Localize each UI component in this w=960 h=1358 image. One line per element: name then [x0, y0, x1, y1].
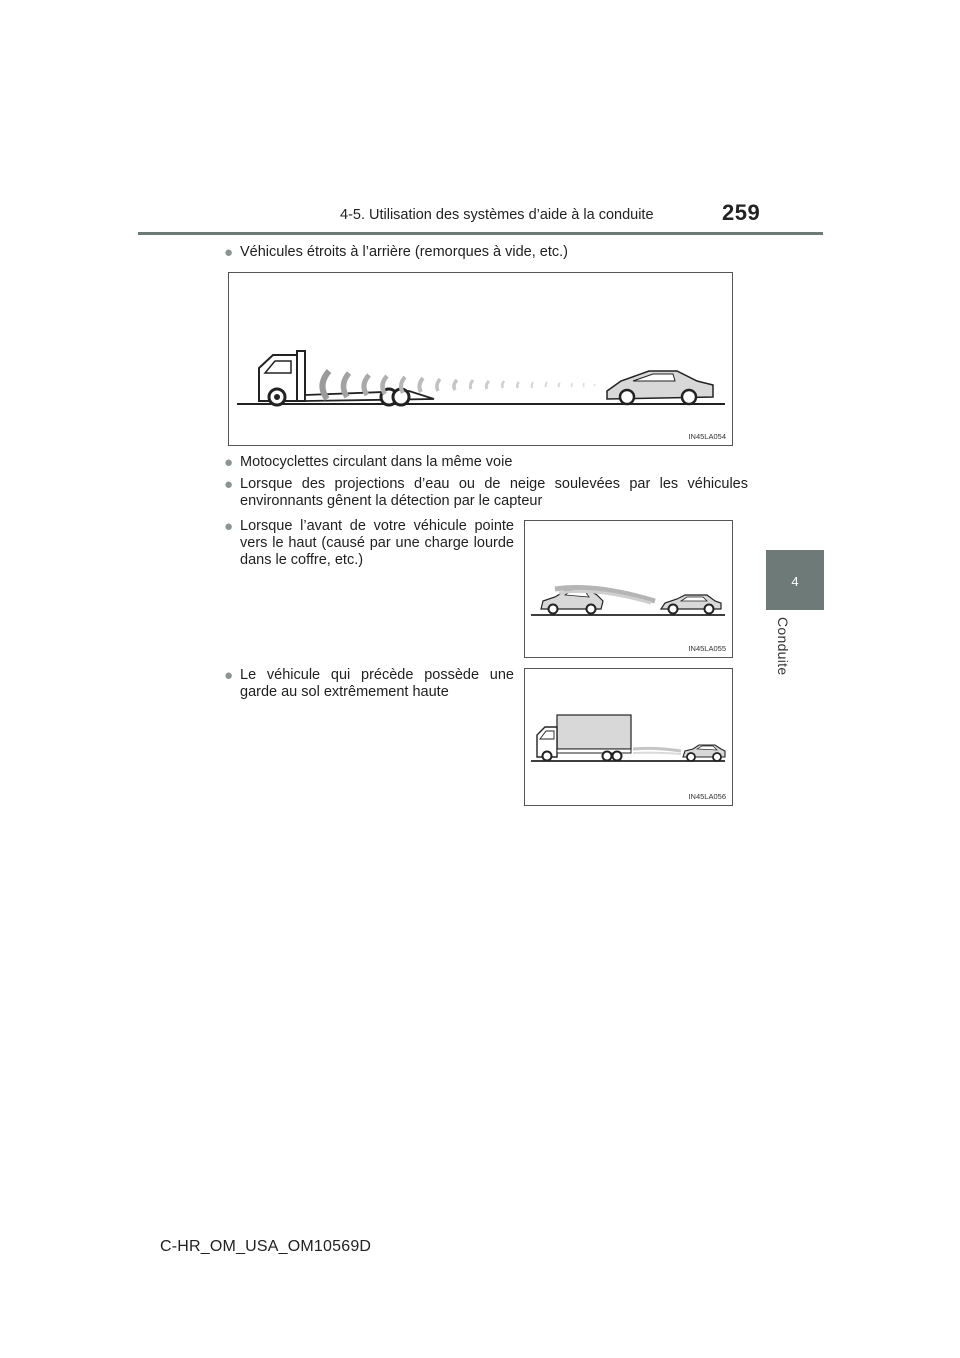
header-rule — [138, 232, 823, 235]
header-section-title: 4-5. Utilisation des systèmes d’aide à la conduite — [340, 207, 654, 223]
bullet-item — [224, 476, 748, 510]
bullet-text: Véhicules étroits à l’arrière (remorques à vide, etc.) — [240, 244, 568, 260]
footer-doc-code: C-HR_OM_USA_OM10569D — [160, 1238, 372, 1255]
high-clearance-truck-radar-illustration-icon — [525, 669, 732, 805]
figure-code: IN45LA055 — [688, 644, 726, 653]
figure-code: IN45LA054 — [688, 432, 726, 441]
bullet-text: Lorsque l’avant de votre véhicule pointe vers le haut (causé par une charge lourde dans le coffre, etc.) — [240, 518, 514, 568]
bullet-icon: ● — [224, 518, 234, 535]
bullet-item — [224, 667, 514, 701]
bullet-item — [224, 454, 760, 471]
bullet-icon: ● — [224, 667, 234, 684]
bullet-text: Le véhicule qui précède possède une garde au sol extrêmement haute — [240, 667, 514, 700]
figure-high-clearance-truck — [524, 668, 733, 806]
truck-empty-trailer-radar-illustration-icon — [229, 273, 732, 445]
bullet-icon: ● — [224, 454, 234, 471]
bullet-item — [224, 244, 760, 261]
figure-car-nose-up — [524, 520, 733, 658]
figure-truck-trailer — [228, 272, 733, 446]
bullet-icon: ● — [224, 476, 234, 493]
bullet-text: Motocyclettes circulant dans la même voie — [240, 454, 513, 470]
car-nose-up-radar-illustration-icon — [525, 521, 732, 657]
side-tab-chapter-number: 4 — [791, 574, 799, 589]
bullet-item — [224, 518, 514, 569]
bullet-icon: ● — [224, 244, 234, 261]
bullet-text: Lorsque des projections d’eau ou de neige soulevées par les véhicules environnants gênent la détection par le capteur — [240, 476, 748, 509]
side-tab-chapter-label: Conduite — [775, 617, 791, 676]
page-number: 259 — [722, 200, 761, 225]
figure-code: IN45LA056 — [688, 792, 726, 801]
